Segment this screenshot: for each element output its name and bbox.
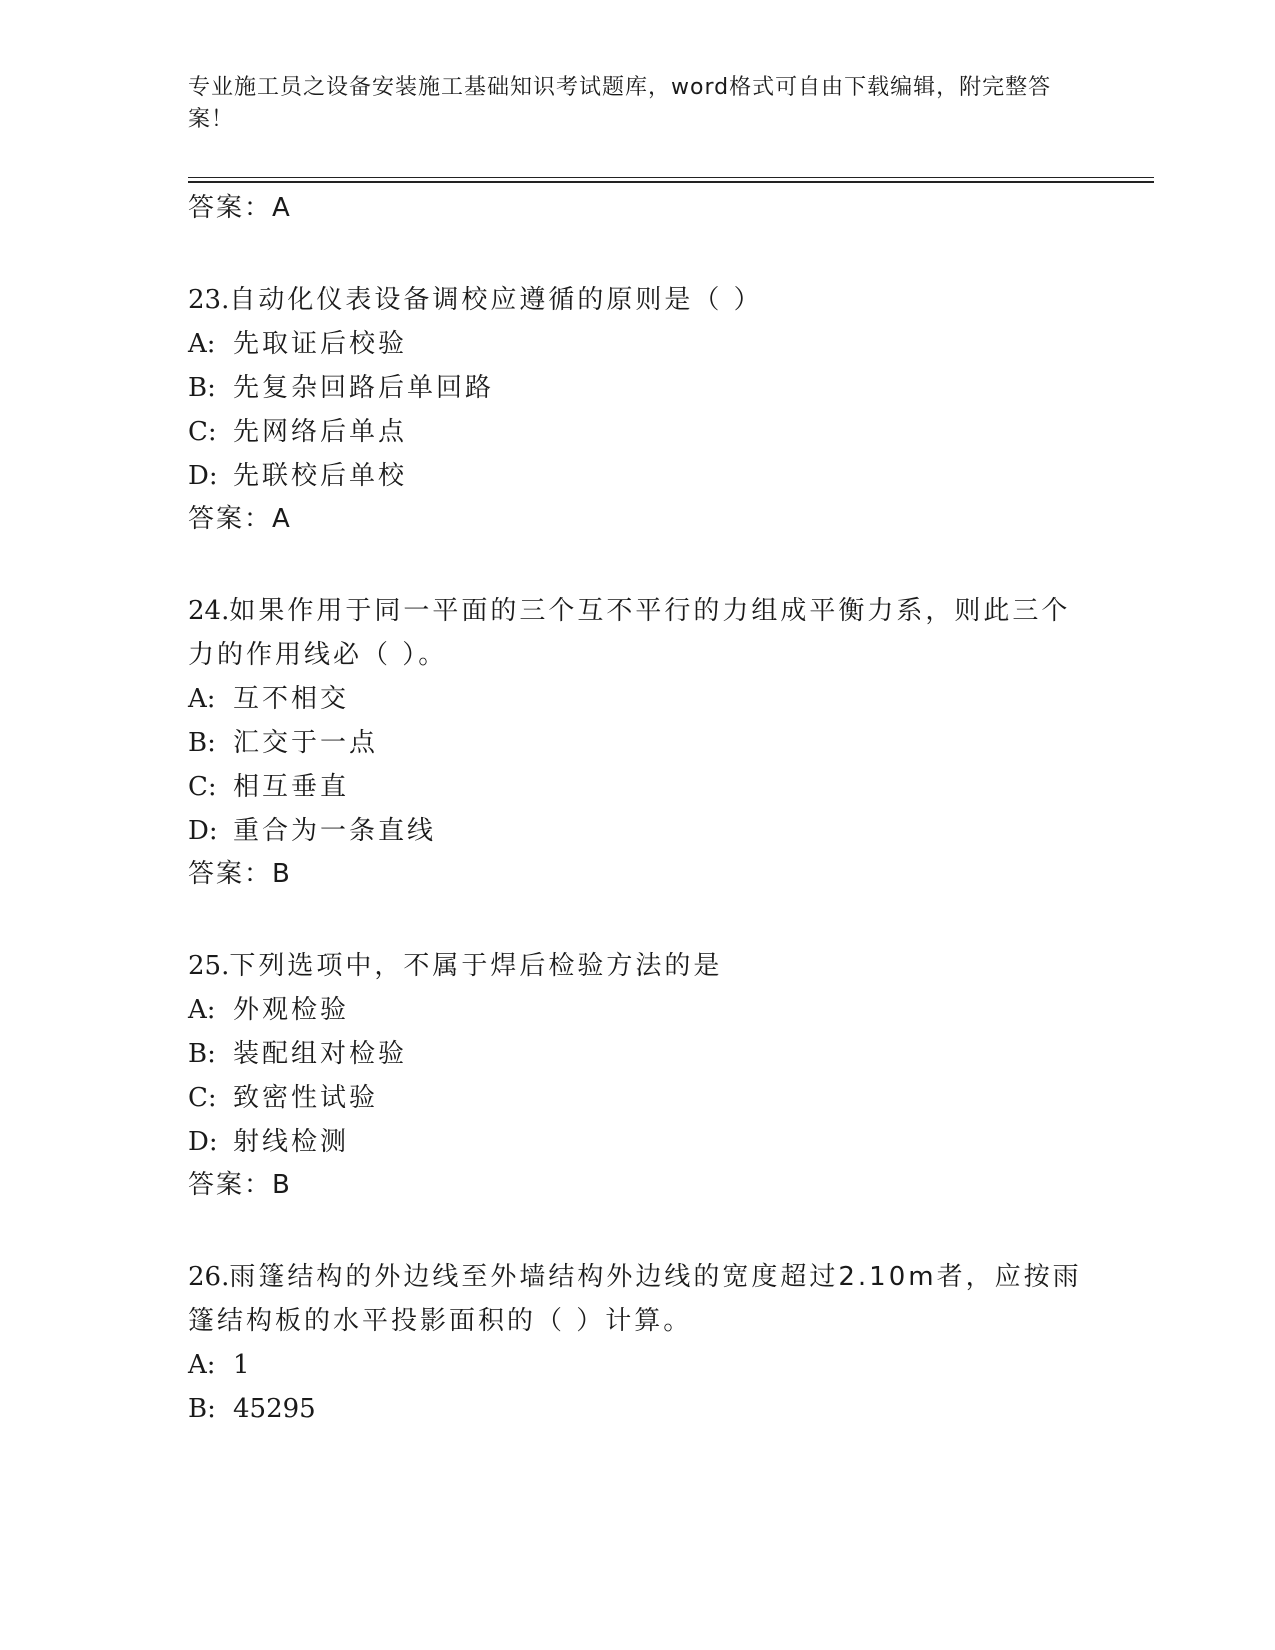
option-letter: D: xyxy=(188,1127,218,1157)
question-24-stem-cont: 力的作用线必（ ）。 xyxy=(188,640,448,670)
question-24-option-d xyxy=(188,814,436,848)
question-23-stem xyxy=(188,283,763,317)
option-text: 致密性试验 xyxy=(233,1083,379,1113)
answer-22: 答案：A xyxy=(188,193,292,223)
option-letter: B: xyxy=(188,1039,216,1069)
option-text: 先复杂回路后单回路 xyxy=(233,373,495,403)
question-23-option-a xyxy=(188,327,407,361)
question-24-option-b xyxy=(188,726,378,760)
question-23-option-c xyxy=(188,415,407,449)
question-26-stem xyxy=(188,1260,1082,1294)
option-text: 1 xyxy=(233,1350,250,1380)
question-stem-line: 如果作用于同一平面的三个互不平行的力组成平衡力系，则此三个 xyxy=(229,596,1071,626)
option-text: 45295 xyxy=(233,1394,316,1424)
option-letter: B: xyxy=(188,373,216,403)
question-stem-line: 雨篷结构的外边线至外墙结构外边线的宽度超过2.10m者，应按雨 xyxy=(229,1262,1082,1292)
option-letter: C: xyxy=(188,417,217,447)
option-text: 汇交于一点 xyxy=(233,728,379,758)
option-letter: D: xyxy=(188,461,218,491)
question-number: 25. xyxy=(188,951,230,981)
option-letter: A: xyxy=(188,1350,216,1380)
question-25-option-b xyxy=(188,1037,407,1071)
option-text: 外观检验 xyxy=(233,995,350,1025)
question-stem-line: 自动化仪表设备调校应遵循的原则是（ ） xyxy=(229,285,763,315)
option-text: 装配组对检验 xyxy=(233,1039,408,1069)
question-26-option-a xyxy=(188,1348,250,1382)
option-text: 射线检测 xyxy=(233,1127,350,1157)
question-25-option-c xyxy=(188,1081,378,1115)
question-number: 24. xyxy=(188,596,230,626)
question-24-option-c xyxy=(188,770,349,804)
question-23-option-b xyxy=(188,371,494,405)
option-letter: A: xyxy=(188,995,216,1025)
option-letter: A: xyxy=(188,329,216,359)
answer-25: 答案：B xyxy=(188,1170,292,1200)
question-24-option-a xyxy=(188,682,349,716)
option-text: 先网络后单点 xyxy=(233,417,408,447)
option-text: 先取证后校验 xyxy=(233,329,408,359)
question-25-option-d xyxy=(188,1125,349,1159)
option-text: 相互垂直 xyxy=(233,772,350,802)
question-25-stem xyxy=(188,949,722,983)
option-letter: D: xyxy=(188,816,218,846)
question-number: 26. xyxy=(188,1262,230,1292)
question-25-option-a xyxy=(188,993,349,1027)
option-letter: A: xyxy=(188,684,216,714)
option-letter: C: xyxy=(188,772,217,802)
option-letter: C: xyxy=(188,1083,217,1113)
answer-24: 答案：B xyxy=(188,859,292,889)
question-26-stem-cont: 篷结构板的水平投影面积的（ ）计算。 xyxy=(188,1306,693,1336)
option-letter: B: xyxy=(188,1394,216,1424)
option-text: 互不相交 xyxy=(233,684,350,714)
question-26-option-b xyxy=(188,1392,316,1426)
option-text: 重合为一条直线 xyxy=(233,816,437,846)
question-number: 23. xyxy=(188,285,230,315)
option-text: 先联校后单校 xyxy=(233,461,408,491)
option-letter: B: xyxy=(188,728,216,758)
question-stem-line: 下列选项中，不属于焊后检验方法的是 xyxy=(229,951,723,981)
header-rule-thin xyxy=(188,177,1154,178)
question-24-stem xyxy=(188,594,1070,628)
question-23-option-d xyxy=(188,459,407,493)
header-rule-thick xyxy=(188,181,1154,183)
document-header: 专业施工员之设备安装施工基础知识考试题库，word格式可自由下载编辑，附完整答案！ xyxy=(188,75,1052,132)
answer-23: 答案：A xyxy=(188,504,292,534)
